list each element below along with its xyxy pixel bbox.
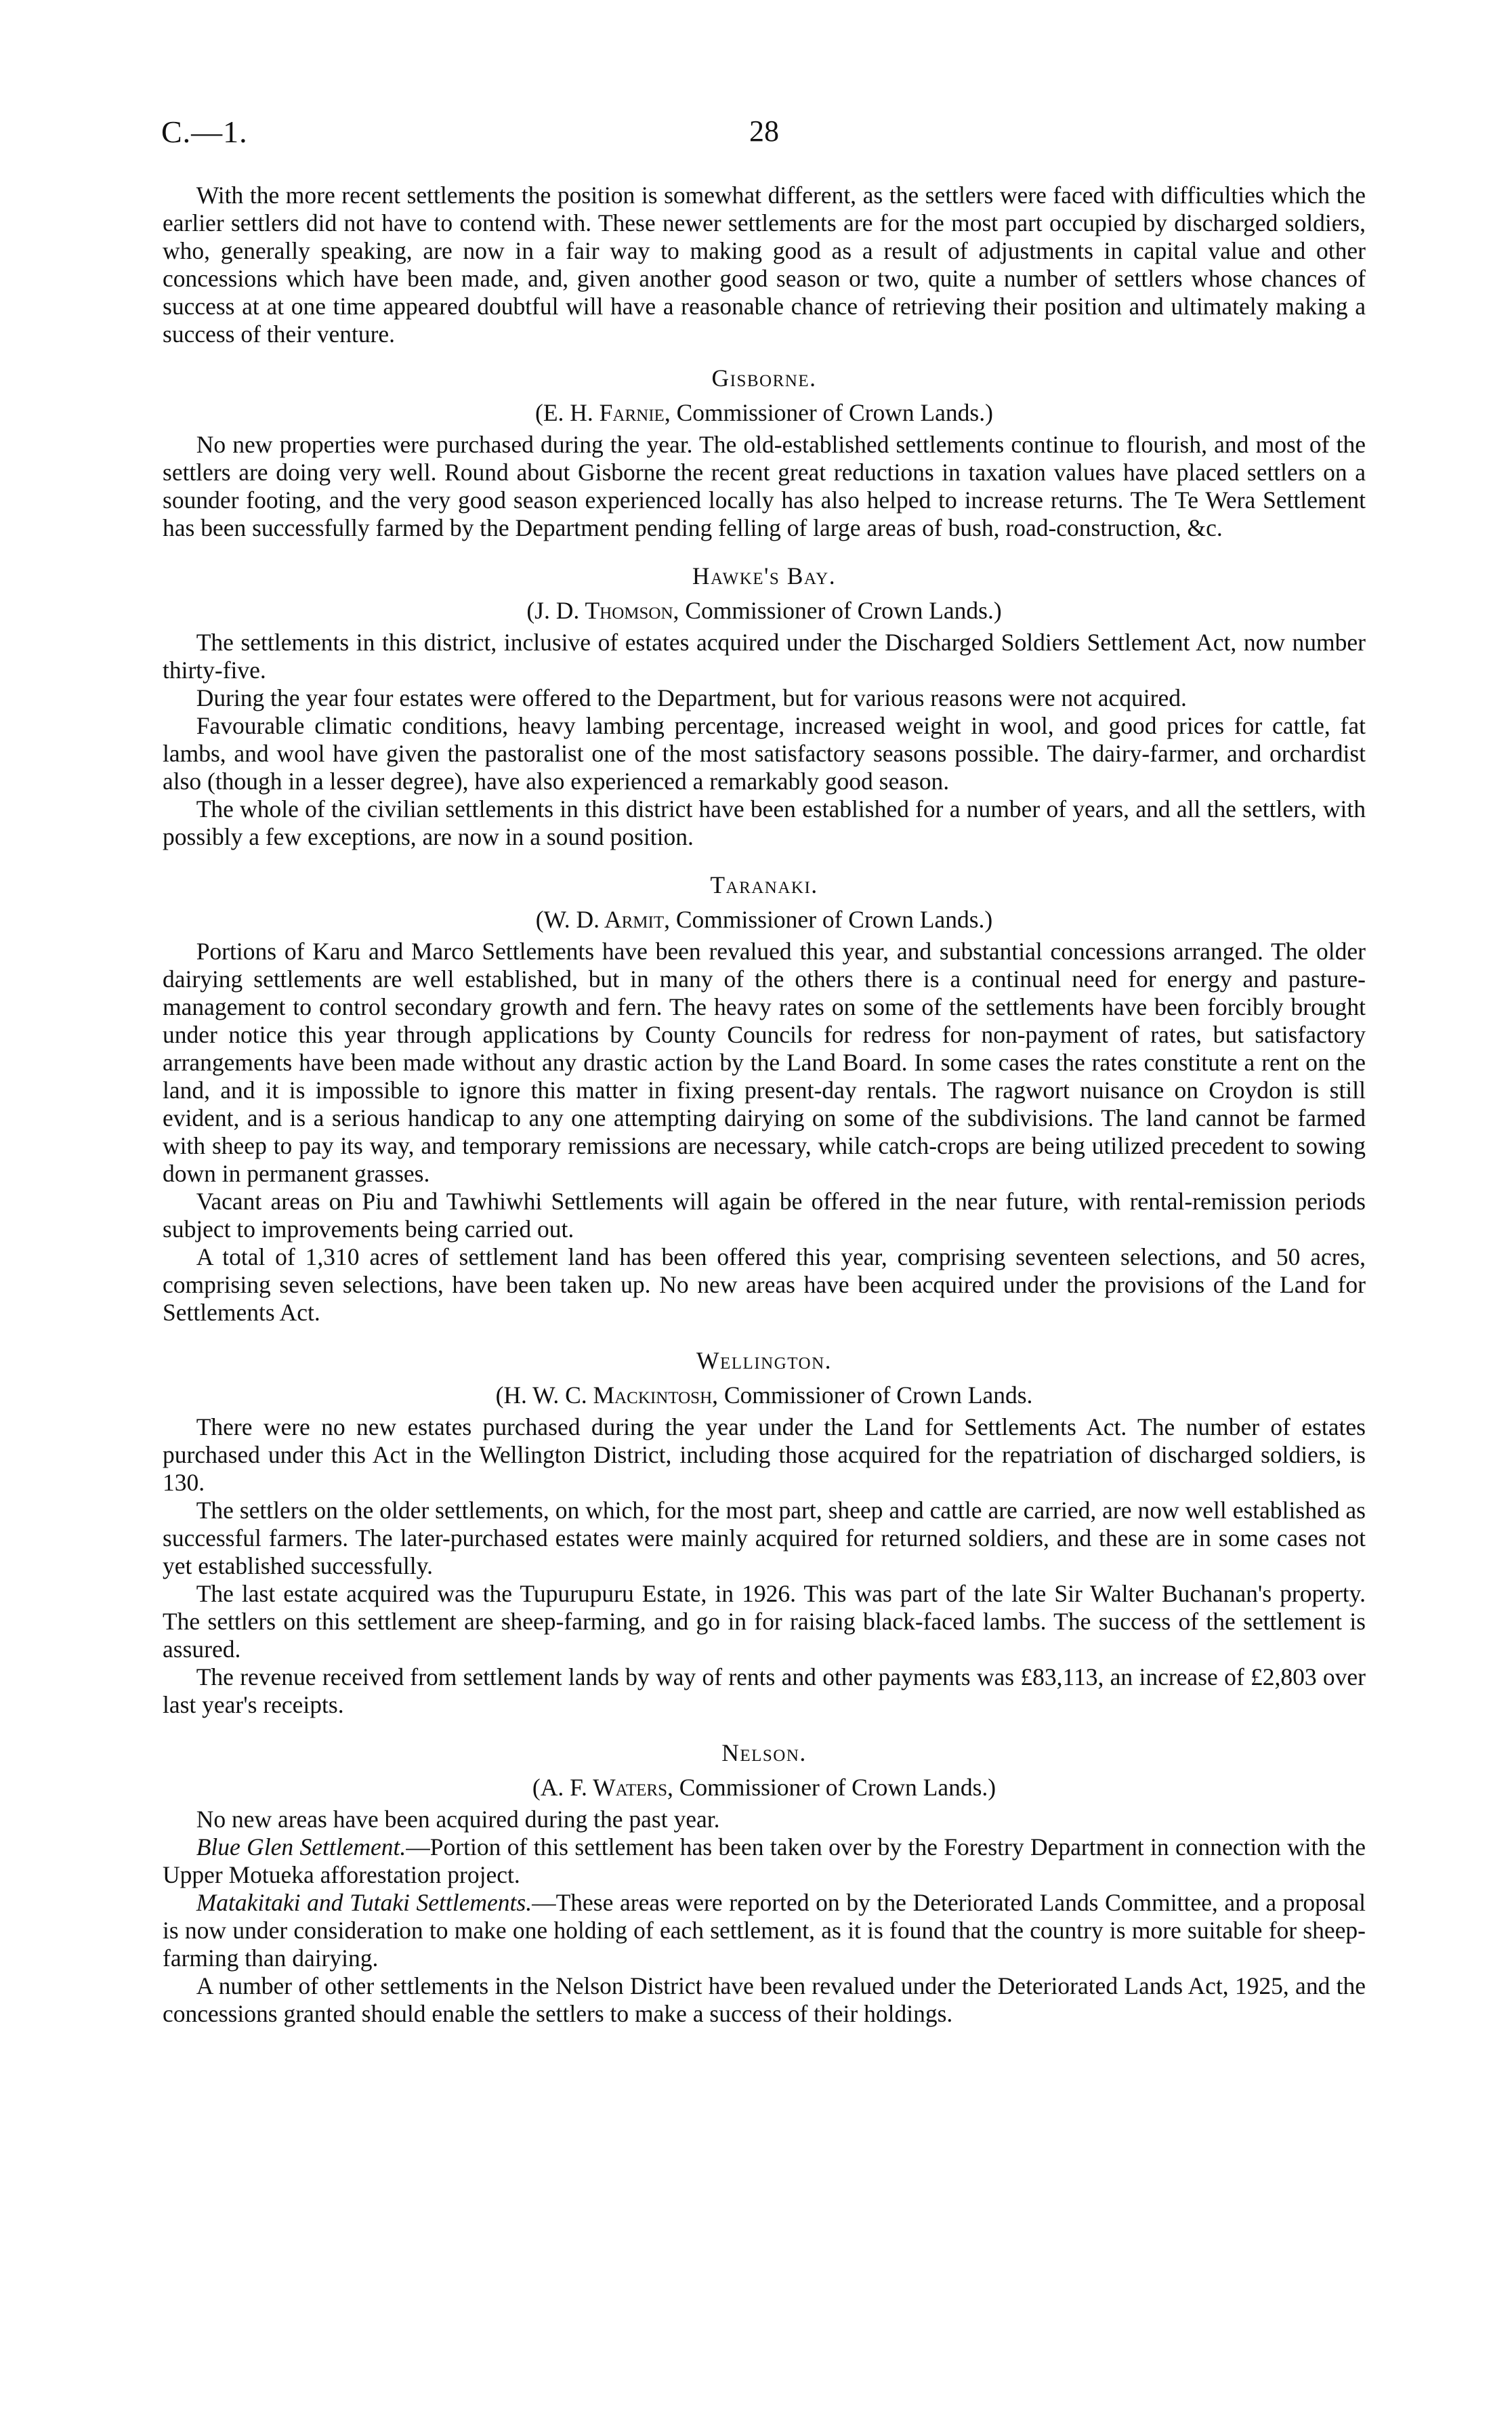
nelson-paragraph: No new areas have been acquired during the past year. xyxy=(196,1806,720,1833)
hawkes-bay-heading: Hawke's Bay. xyxy=(692,562,837,589)
commissioner-name: J. D. Thomson xyxy=(534,597,673,624)
wellington-heading: Wellington. xyxy=(696,1347,833,1374)
taranaki-paragraph: Portions of Karu and Marco Settlements have been revalued this year, and substantial concessions arranged. The older dairying settlements are well established, but in many of the others there is a continual need for energy and pasture-management to control secondary growth and fern. The heavy rates on some of the settlements have been forcibly brought under notice this year through applications by County Councils for redress for non-payment of rates, but satisfactory arrangements have been made without any drastic action by the Land Board. In some cases the rates constitute a rent on the land, and it is impossible to ignore this matter in fixing present-day rentals. The ragwort nuisance on Croydon is still evident, and is a serious handicap to any one attempting dairying on some of the subdivisions. The land cannot be farmed with sheep to pay its way, and temporary remissions are necessary, while catch-crops are being utilized precedent to sowing down in permanent grasses. xyxy=(163,938,1366,1187)
wellington-paragraph: There were no new estates purchased during the year under the Land for Settlements Act. The number of estates purchased under this Act in the Wellington District, including those acquired for the repatriation of discharged soldiers, is 130. xyxy=(163,1413,1366,1496)
settlement-name: Blue Glen Settlement. xyxy=(196,1833,406,1860)
hawkes-bay-paragraph: Favourable climatic conditions, heavy lambing percentage, increased weight in wool, and good prices for cattle, fat lambs, and wool have given the pastoralist one of the most satisfactory seasons possible. The dairy-farmer, and orchardist also (though in a lesser degree), have also experienced a remarkably good season. xyxy=(163,712,1366,795)
taranaki-paragraph: Vacant areas on Piu and Tawhiwhi Settlements will again be offered in the near future, with rental-remission periods subject to improvements being carried out. xyxy=(163,1188,1366,1243)
commissioner-name: E. H. Farnie xyxy=(543,399,665,426)
gisborne-heading: Gisborne. xyxy=(711,365,817,392)
hawkes-bay-paragraph: The settlements in this district, inclusive of estates acquired under the Discharged Soldiers Settlement Act, now number thirty-five. xyxy=(163,629,1366,684)
gisborne-commissioner: (E. H. Farnie, Commissioner of Crown Lands.) xyxy=(535,399,993,426)
nelson-heading: Nelson. xyxy=(721,1739,807,1766)
commissioner-name: W. D. Armit xyxy=(543,906,665,933)
nelson-paragraph: A number of other settlements in the Nelson District have been revalued under the Deteriorated Lands Act, 1925, and the concessions granted should enable the settlers to make a success of their holdings. xyxy=(163,1972,1366,2027)
page-header xyxy=(161,114,1367,154)
hawkes-bay-paragraph: During the year four estates were offered to the Department, but for various reasons were not acquired. xyxy=(196,684,1187,711)
commissioner-name: H. W. C. Mackintosh xyxy=(503,1381,713,1409)
nelson-paragraph: Blue Glen Settlement.—Portion of this settlement has been taken over by the Forestry Department in connection with the Upper Motueka afforestation project. xyxy=(163,1833,1366,1888)
settlement-name: Matakitaki and Tutaki Settlements. xyxy=(196,1889,532,1916)
page-content xyxy=(163,182,1366,2028)
hawkes-bay-paragraph: The whole of the civilian settlements in this district have been established for a number of years, and all the settlers, with possibly a few exceptions, are now in a sound position. xyxy=(163,795,1366,850)
taranaki-heading: Taranaki. xyxy=(710,871,818,898)
intro-paragraph: With the more recent settlements the position is somewhat different, as the settlers were faced with difficulties which the earlier settlers did not have to contend with. These newer settlements are for the most part occupied by discharged soldiers, who, generally speaking, are now in a fair way to making good as a result of adjustments in capital value and other concessions which have been made, and, given another good season or two, quite a number of settlers whose chances of success at at one time appeared doubtful will have a reasonable chance of retrieving their position and ultimately making a success of their venture. xyxy=(163,182,1366,348)
hawkes-bay-commissioner: (J. D. Thomson, Commissioner of Crown Lands.) xyxy=(526,597,1002,624)
wellington-paragraph: The settlers on the older settlements, on which, for the most part, sheep and cattle are carried, are now well established as successful farmers. The later-purchased estates were mainly acquired for returned soldiers, and these are in some cases not yet established successfully. xyxy=(163,1497,1366,1579)
nelson-paragraph: Matakitaki and Tutaki Settlements.—These areas were reported on by the Deteriorated Lands Committee, and a proposal is now under consideration to make one holding of each settlement, as it is found that the country is more suitable for sheep-farming than dairying. xyxy=(163,1889,1366,1972)
gisborne-paragraph: No new properties were purchased during the year. The old-established settlements continue to flourish, and most of the settlers are doing very well. Round about Gisborne the recent great reductions in taxation values have placed settlers on a sounder footing, and the very good season experienced locally has also helped to increase returns. The Te Wera Settlement has been successfully farmed by the Department pending felling of large areas of bush, road-construction, &c. xyxy=(163,431,1366,541)
taranaki-paragraph: A total of 1,310 acres of settlement land has been offered this year, comprising seventeen selections, and 50 acres, comprising seven selections, have been taken up. No new areas have been acquired under the provisions of the Land for Settlements Act. xyxy=(163,1243,1366,1326)
wellington-paragraph: The last estate acquired was the Tupurupuru Estate, in 1926. This was part of the late Sir Walter Buchanan's property. The settlers on this settlement are sheep-farming, and go in for raising black-faced lambs. The success of the settlement is assured. xyxy=(163,1580,1366,1663)
commissioner-name: A. F. Waters xyxy=(540,1774,667,1801)
document-reference: C.—1. xyxy=(161,115,248,149)
page-number: 28 xyxy=(749,115,779,148)
wellington-commissioner: (H. W. C. Mackintosh, Commissioner of Crown Lands. xyxy=(495,1381,1033,1409)
wellington-paragraph: The revenue received from settlement lands by way of rents and other payments was £83,113, an increase of £2,803 over last year's receipts. xyxy=(163,1663,1366,1718)
nelson-commissioner: (A. F. Waters, Commissioner of Crown Lands.) xyxy=(532,1774,996,1801)
taranaki-commissioner: (W. D. Armit, Commissioner of Crown Lands.) xyxy=(535,906,993,933)
